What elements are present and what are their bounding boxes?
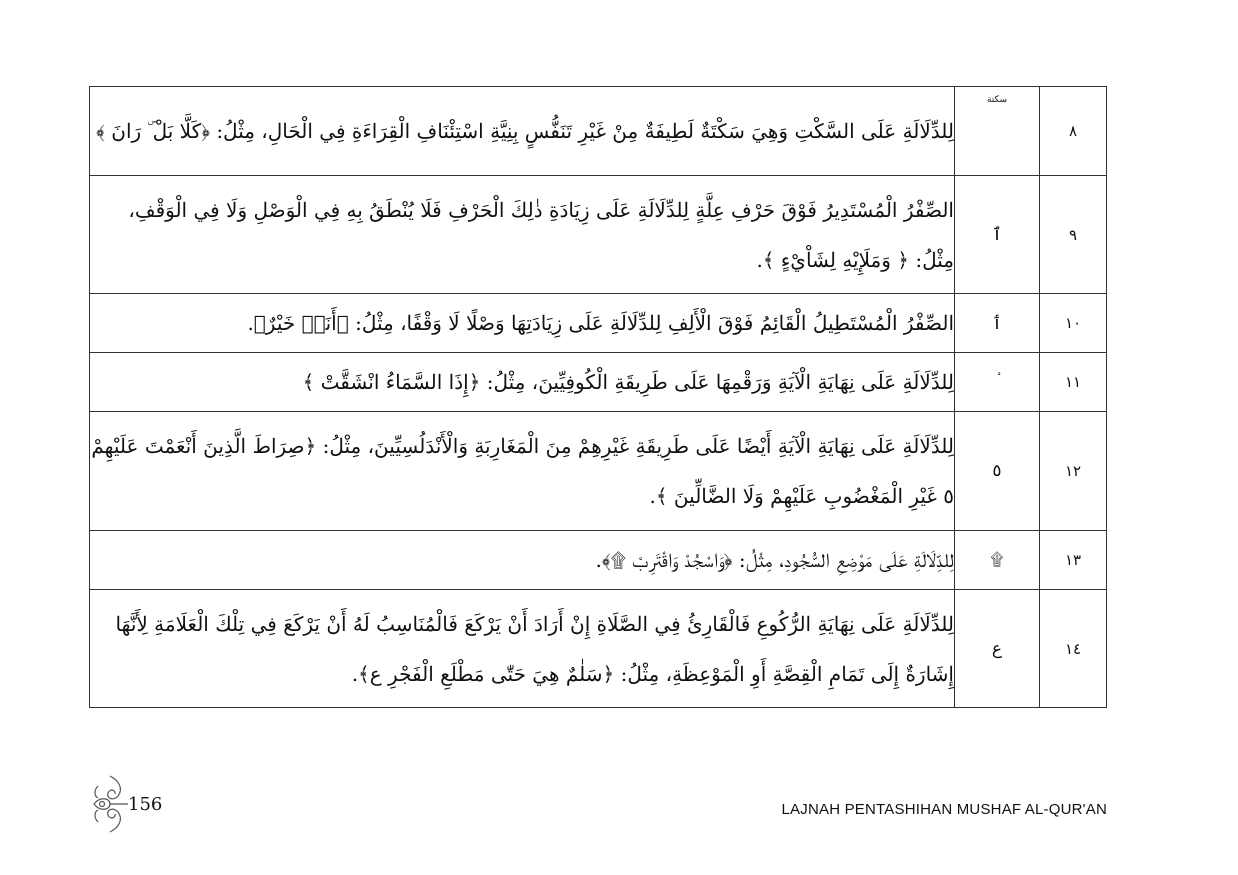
mark-description: لِلدِّلَالَةِ عَلَى نِهَايَةِ الْآيَةِ أَيْضًا عَلَى طَرِيقَةِ غَيْرِهِمْ مِنَ الْمَغَارِبَةِ وَالْأَنْدَلُسِيِّينَ، مِثْلُ: ﴿صِرَاطَ الَّذِينَ أَنْعَمْتَ عَلَيْهِمْ ٥ غَيْرِ الْمَغْضُوبِ عَلَيْهِمْ وَلَا الضَّالِّينَ ﴾. (90, 412, 955, 531)
mark-description: الصِّفْرُ الْمُسْتَطِيلُ الْقَائِمُ فَوْقَ الْأَلِفِ لِلدِّلَالَةِ عَلَى زِيَادَتِهَا وَصْلًا لَا وَقْفًا، مِثْلُ: ﴿أَنَا۠ خَيْرٌ﴾. (90, 294, 955, 353)
mark-symbol (955, 353, 1040, 412)
mark-symbol: ٱ (955, 176, 1040, 294)
table-row (90, 412, 1107, 531)
table-row (90, 294, 1107, 353)
mark-symbol: سكتة (955, 87, 1040, 176)
mark-description: لِلدِّلَالَةِ عَلَى نِهَايَةِ الْآيَةِ وَرَقْمِهَا عَلَى طَرِيقَةِ الْكُوفِيِّينَ، مِثْلُ: ﴿إِذَا السَّمَاءُ انْشَقَّتْ ﴾ (90, 353, 955, 412)
row-number: ١١ (1040, 353, 1107, 412)
mark-description: لِلدِّلَالَةِ عَلَى السَّكْتِ وَهِيَ سَكْتَةٌ لَطِيفَةٌ مِنْ غَيْرِ تَنَفُّسٍ بِنِيَّةِ اسْتِئْنَافِ الْقِرَاءَةِ فِي الْحَالِ، مِثْلُ: ﴿كَلَّا بَلْ ۜ رَانَ ﴾ (90, 87, 955, 176)
ornament-icon (88, 772, 132, 836)
mark-symbol: ع (955, 590, 1040, 708)
row-number: ١٢ (1040, 412, 1107, 531)
row-number: ٩ (1040, 176, 1107, 294)
row-number: ١٣ (1040, 531, 1107, 590)
table-row (90, 176, 1107, 294)
mark-description: الصِّفْرُ الْمُسْتَدِيرُ فَوْقَ حَرْفِ عِلَّةٍ لِلدِّلَالَةِ عَلَى زِيَادَةِ ذٰلِكَ الْحَرْفِ فَلَا يُنْطَقُ بِهِ فِي الْوَصْلِ وَلَا فِي الْوَقْفِ، مِثْلُ: ﴿ وَمَلَإِيْهِ لِشَاْيْءٍ ﴾. (90, 176, 955, 294)
mark-description: لِلدِّلَالَةِ عَلَى مَوْضِعِ السُّجُودِ، مِثْلُ: ﴿وَاسْجُدْ وَاقْتَرِبْ ۩﴾. (90, 531, 955, 590)
table-row (90, 353, 1107, 412)
running-title: LAJNAH PENTASHIHAN MUSHAF AL-QUR'AN (781, 801, 1107, 818)
page-number: 156 (128, 794, 163, 815)
row-number: ٨ (1040, 87, 1107, 176)
row-number: ١٤ (1040, 590, 1107, 708)
mark-symbol: ٥ (955, 412, 1040, 531)
row-number: ١٠ (1040, 294, 1107, 353)
waqf-marks-table (89, 86, 1107, 708)
table-row (90, 87, 1107, 176)
mark-symbol: ۩ (955, 531, 1040, 590)
mark-symbol: ٲ (955, 294, 1040, 353)
mark-description: لِلدِّلَالَةِ عَلَى نِهَايَةِ الرُّكُوعِ فَالْقَارِئُ فِي الصَّلَاةِ إِنْ أَرَادَ أَنْ يَرْكَعَ فَالْمُنَاسِبُ لَهُ أَنْ يَرْكَعَ فِي تِلْكَ الْعَلَامَةِ لِأَنَّهَا إِشَارَةٌ إِلَى تَمَامِ الْقِصَّةِ أَوِ الْمَوْعِظَةِ، مِثْلُ: ﴿سَلٰمٌ هِيَ حَتّٰى مَطْلَعِ الْفَجْرِ ع﴾. (90, 590, 955, 708)
table-row (90, 531, 1107, 590)
table-row (90, 590, 1107, 708)
